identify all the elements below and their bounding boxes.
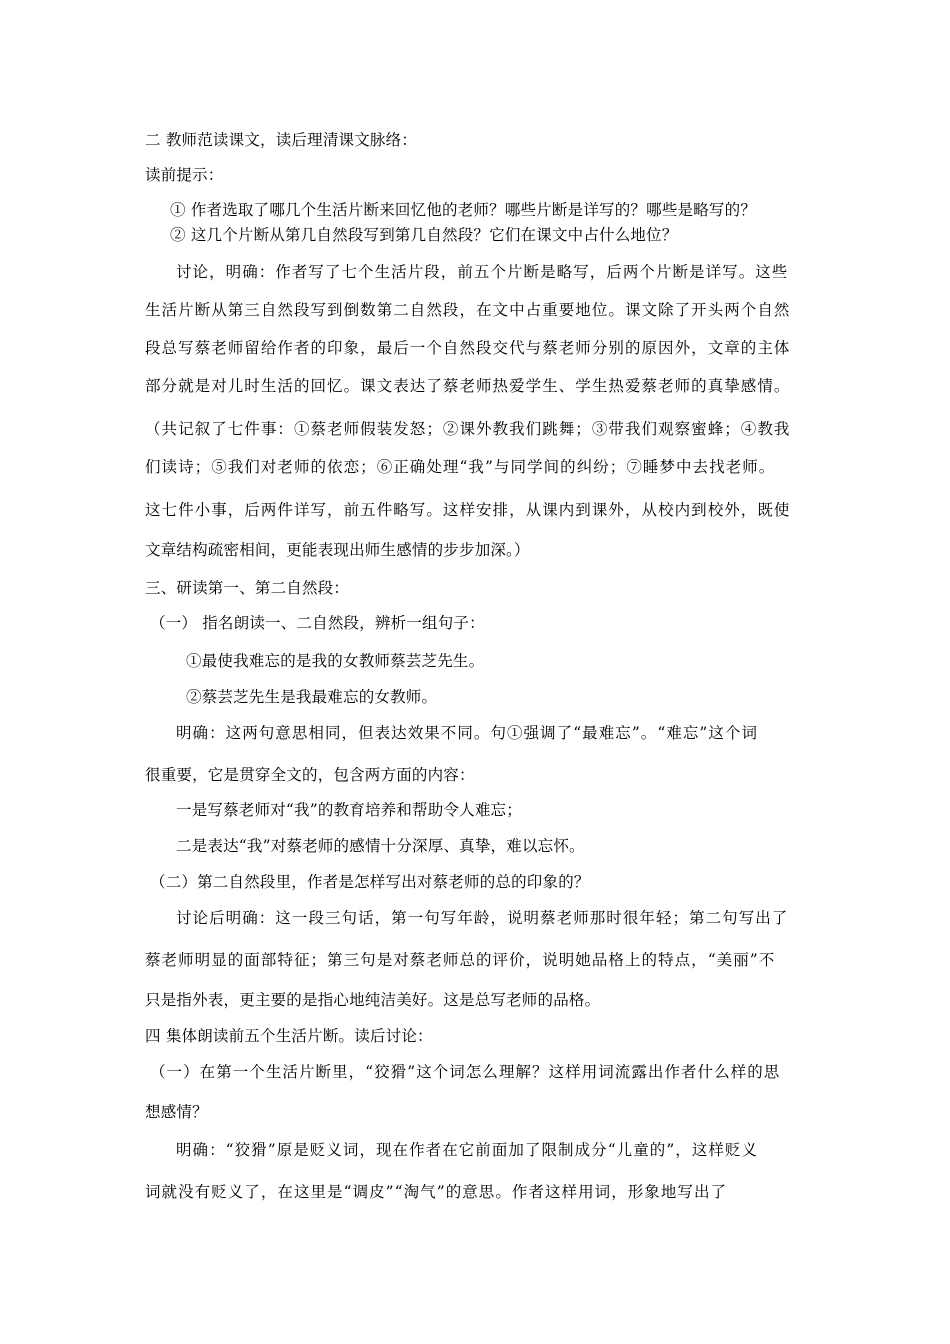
paragraph-line: 明确：“狡猾”原是贬义词，现在作者在它前面加了限制成分“儿童的”，这样贬义 bbox=[176, 1141, 759, 1159]
paragraph-line: 们读诗；⑤我们对老师的依恋；⑥正确处理“我”与同学间的纠纷；⑦睡梦中去找老师。 bbox=[145, 458, 776, 476]
example-sentence-2: ②蔡芸芝先生是我最难忘的女教师。 bbox=[186, 688, 438, 706]
paragraph-line: 明确：这两句意思相同，但表达效果不同。句①强调了“最难忘”。“难忘”这个词 bbox=[176, 724, 759, 742]
section-heading-4: 四 集体朗读前五个生活片断。读后讨论： bbox=[145, 1027, 433, 1045]
paragraph-line: 很重要，它是贯穿全文的，包含两方面的内容： bbox=[145, 766, 475, 784]
tip-item-2: ② 这几个片断从第几自然段写到第几自然段？它们在课文中占什么地位？ bbox=[170, 226, 678, 244]
subsection-heading: （一）在第一个生活片断里，“狡猾”这个词怎么理解？这样用词流露出作者什么样的思 bbox=[150, 1063, 781, 1081]
paragraph-line: （共记叙了七件事：①蔡老师假装发怒；②课外教我们跳舞；③带我们观察蜜蜂；④教我 bbox=[145, 420, 791, 438]
paragraph-line: 蔡老师明显的面部特征；第三句是对蔡老师总的评价，说明她品格上的特点，“美丽”不 bbox=[145, 951, 776, 969]
paragraph-line: 生活片断从第三自然段写到倒数第二自然段，在文中占重要地位。课文除了开头两个自然 bbox=[145, 301, 791, 319]
paragraph-line: 词就没有贬义了，在这里是“调皮”“淘气”的意思。作者这样用词，形象地写出了 bbox=[145, 1183, 728, 1201]
paragraph-line: 一是写蔡老师对“我”的教育培养和帮助令人难忘； bbox=[176, 801, 522, 819]
paragraph-line: 想感情？ bbox=[145, 1103, 208, 1121]
section-heading-2: 二 教师范读课文，读后理清课文脉络： bbox=[145, 131, 418, 149]
example-sentence-1: ①最使我难忘的是我的女教师蔡芸芝先生。 bbox=[186, 652, 485, 670]
paragraph-line: 讨论，明确：作者写了七个生活片段，前五个片断是略写，后两个片断是详写。这些 bbox=[176, 263, 789, 281]
paragraph-line: 文章结构疏密相间，更能表现出师生感情的步步加深。） bbox=[145, 541, 530, 559]
section-heading-3: 三、研读第一、第二自然段： bbox=[145, 579, 350, 597]
paragraph-line: 段总写蔡老师留给作者的印象，最后一个自然段交代与蔡老师分别的原因外，文章的主体 bbox=[145, 339, 791, 357]
paragraph-line: 这七件小事，后两件详写，前五件略写。这样安排，从课内到课外，从校内到校外，既使 bbox=[145, 501, 791, 519]
tip-item-1: ① 作者选取了哪几个生活片断来回忆他的老师？哪些片断是详写的？哪些是略写的？ bbox=[170, 201, 757, 219]
subsection-heading: （二）第二自然段里，作者是怎样写出对蔡老师的总的印象的？ bbox=[150, 873, 590, 891]
subsection-heading: （一） 指名朗读一、二自然段，辨析一组句子： bbox=[150, 614, 485, 632]
paragraph-line: 讨论后明确：这一段三句话，第一句写年龄，说明蔡老师那时很年轻；第二句写出了 bbox=[176, 909, 789, 927]
paragraph-line: 二是表达“我”对蔡老师的感情十分深厚、真挚，难以忘怀。 bbox=[176, 837, 585, 855]
paragraph-line: 只是指外表，更主要的是指心地纯洁美好。这是总写老师的品格。 bbox=[145, 991, 601, 1009]
reading-tips-label: 读前提示： bbox=[145, 166, 224, 184]
paragraph-line: 部分就是对儿时生活的回忆。课文表达了蔡老师热爱学生、学生热爱蔡老师的真挚感情。 bbox=[145, 377, 791, 395]
